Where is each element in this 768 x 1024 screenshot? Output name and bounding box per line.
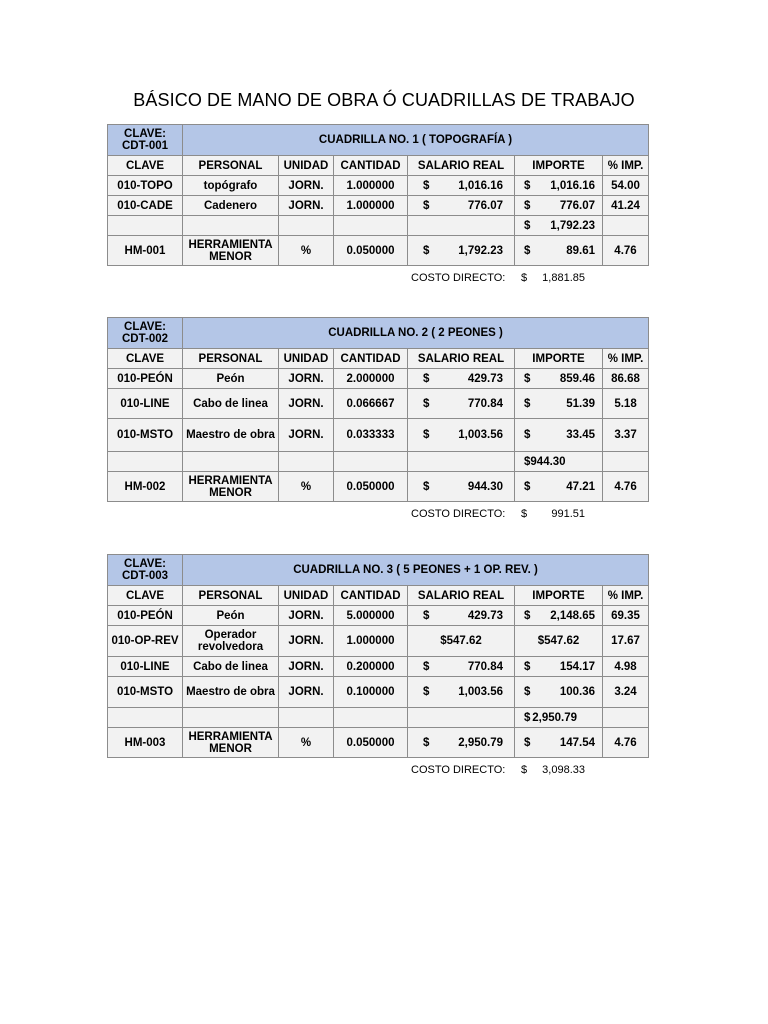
- row-salario: $ 944.30: [408, 472, 515, 502]
- row-importe: $ 51.39: [515, 389, 603, 419]
- row-pct: 17.67: [603, 626, 649, 657]
- table-header-row: [108, 125, 649, 156]
- table-row: [108, 677, 649, 708]
- row-importe: $ 47.21: [515, 472, 603, 502]
- row-clave: 010-PEÓN: [108, 369, 183, 389]
- col-clave: CLAVE: [108, 586, 183, 606]
- row-pct: 54.00: [603, 176, 649, 196]
- row-importe: $ 776.07: [515, 196, 603, 216]
- row-salario: $ 770.84: [408, 657, 515, 677]
- col-clave: CLAVE: [108, 349, 183, 369]
- row-personal: Cadenero: [183, 196, 279, 216]
- column-header-row: [108, 349, 649, 369]
- row-personal: HERRAMIENTA MENOR: [183, 728, 279, 758]
- row-cantidad: 0.050000: [334, 728, 408, 758]
- row-unidad: JORN.: [279, 677, 334, 708]
- row-personal: Operador revolvedora: [183, 626, 279, 657]
- costo-directo-value: 991.51: [551, 508, 585, 520]
- col-clave: CLAVE: [108, 156, 183, 176]
- cuadrilla-name: CUADRILLA NO. 2 ( 2 PEONES ): [183, 318, 649, 349]
- col-importe: IMPORTE: [515, 156, 603, 176]
- row-pct: 4.98: [603, 657, 649, 677]
- subtotal-importe: $ 944.30: [515, 452, 603, 472]
- row-salario: $ 1,003.56: [408, 677, 515, 708]
- row-salario: $ 2,950.79: [408, 728, 515, 758]
- row-salario: $ 429.73: [408, 369, 515, 389]
- row-clave: 010-PEÓN: [108, 606, 183, 626]
- col-cantidad: CANTIDAD: [334, 586, 408, 606]
- costo-directo-currency: $: [521, 272, 528, 284]
- row-importe: $ 33.45: [515, 419, 603, 452]
- costo-directo-label: COSTO DIRECTO:: [411, 272, 506, 284]
- row-unidad: JORN.: [279, 369, 334, 389]
- row-cantidad: 0.050000: [334, 236, 408, 266]
- col-importe: IMPORTE: [515, 349, 603, 369]
- row-salario: $ 770.84: [408, 389, 515, 419]
- row-personal: Maestro de obra: [183, 419, 279, 452]
- subtotal-row: [108, 216, 649, 236]
- table-row: [108, 369, 649, 389]
- table-row: [108, 389, 649, 419]
- row-pct: 5.18: [603, 389, 649, 419]
- row-pct: 41.24: [603, 196, 649, 216]
- costo-directo-currency: $: [521, 508, 528, 520]
- row-pct: 69.35: [603, 606, 649, 626]
- table-header-row: [108, 555, 649, 586]
- herramienta-row: [108, 236, 649, 266]
- col-personal: PERSONAL: [183, 156, 279, 176]
- row-pct: 3.24: [603, 677, 649, 708]
- table-row: [108, 419, 649, 452]
- table-row: [108, 606, 649, 626]
- cuadrilla-name: CUADRILLA NO. 3 ( 5 PEONES + 1 OP. REV. ): [183, 555, 649, 586]
- row-clave: HM-002: [108, 472, 183, 502]
- costo-directo-label: COSTO DIRECTO:: [411, 764, 506, 776]
- row-cantidad: 1.000000: [334, 196, 408, 216]
- costo-directo: [107, 758, 648, 778]
- costo-directo-label: COSTO DIRECTO:: [411, 508, 506, 520]
- cuadrilla-2: [107, 317, 648, 522]
- row-clave: 010-MSTO: [108, 677, 183, 708]
- col-unidad: UNIDAD: [279, 156, 334, 176]
- clave-label-cell: CLAVE: CDT-001: [108, 125, 183, 156]
- row-unidad: JORN.: [279, 606, 334, 626]
- row-unidad: JORN.: [279, 626, 334, 657]
- row-personal: Peón: [183, 369, 279, 389]
- row-cantidad: 0.033333: [334, 419, 408, 452]
- row-unidad: JORN.: [279, 196, 334, 216]
- row-personal: Peón: [183, 606, 279, 626]
- col-salario: SALARIO REAL: [408, 586, 515, 606]
- row-clave: 010-MSTO: [108, 419, 183, 452]
- col-unidad: UNIDAD: [279, 349, 334, 369]
- row-clave: 010-CADE: [108, 196, 183, 216]
- row-clave: HM-003: [108, 728, 183, 758]
- costo-directo-value: 1,881.85: [542, 272, 585, 284]
- row-salario: $ 1,016.16: [408, 176, 515, 196]
- row-salario: $ 429.73: [408, 606, 515, 626]
- row-unidad: %: [279, 472, 334, 502]
- row-personal: HERRAMIENTA MENOR: [183, 236, 279, 266]
- table-row: [108, 626, 649, 657]
- col-salario: SALARIO REAL: [408, 349, 515, 369]
- row-importe: $ 859.46: [515, 369, 603, 389]
- row-clave: 010-LINE: [108, 389, 183, 419]
- cuadrilla-name: CUADRILLA NO. 1 ( TOPOGRAFÍA ): [183, 125, 649, 156]
- col-personal: PERSONAL: [183, 586, 279, 606]
- cuadrilla-1-table: [107, 124, 649, 266]
- column-header-row: [108, 586, 649, 606]
- row-importe: $ 89.61: [515, 236, 603, 266]
- row-pct: 4.76: [603, 472, 649, 502]
- column-header-row: [108, 156, 649, 176]
- herramienta-row: [108, 472, 649, 502]
- col-pct: % IMP.: [603, 156, 649, 176]
- row-cantidad: 0.100000: [334, 677, 408, 708]
- table-row: [108, 196, 649, 216]
- costo-directo-currency: $: [521, 764, 528, 776]
- row-personal: Maestro de obra: [183, 677, 279, 708]
- row-unidad: JORN.: [279, 657, 334, 677]
- col-importe: IMPORTE: [515, 586, 603, 606]
- row-salario: $547.62: [408, 626, 515, 657]
- cuadrilla-2-table: [107, 317, 649, 502]
- row-importe: $ 100.36: [515, 677, 603, 708]
- subtotal-importe: $ 2,950.79: [515, 708, 603, 728]
- table-row: [108, 176, 649, 196]
- row-unidad: JORN.: [279, 419, 334, 452]
- subtotal-row: [108, 708, 649, 728]
- row-personal: HERRAMIENTA MENOR: [183, 472, 279, 502]
- row-importe: $ 147.54: [515, 728, 603, 758]
- cuadrilla-1: [107, 124, 648, 286]
- row-importe: $ 1,016.16: [515, 176, 603, 196]
- col-cantidad: CANTIDAD: [334, 156, 408, 176]
- row-pct: 4.76: [603, 728, 649, 758]
- row-importe: $ 2,148.65: [515, 606, 603, 626]
- row-pct: 86.68: [603, 369, 649, 389]
- costo-directo-value: 3,098.33: [542, 764, 585, 776]
- row-cantidad: 1.000000: [334, 626, 408, 657]
- col-salario: SALARIO REAL: [408, 156, 515, 176]
- subtotal-row: [108, 452, 649, 472]
- herramienta-row: [108, 728, 649, 758]
- row-pct: 4.76: [603, 236, 649, 266]
- row-unidad: JORN.: [279, 176, 334, 196]
- subtotal-importe: $ 1,792.23: [515, 216, 603, 236]
- row-clave: HM-001: [108, 236, 183, 266]
- row-clave: 010-OP-REV: [108, 626, 183, 657]
- col-pct: % IMP.: [603, 349, 649, 369]
- costo-directo: [107, 502, 648, 522]
- row-salario: $ 1,792.23: [408, 236, 515, 266]
- row-salario: $ 776.07: [408, 196, 515, 216]
- table-row: [108, 657, 649, 677]
- costo-directo: [107, 266, 648, 286]
- col-cantidad: CANTIDAD: [334, 349, 408, 369]
- row-cantidad: 1.000000: [334, 176, 408, 196]
- row-clave: 010-LINE: [108, 657, 183, 677]
- row-importe: $547.62: [515, 626, 603, 657]
- row-cantidad: 0.050000: [334, 472, 408, 502]
- row-clave: 010-TOPO: [108, 176, 183, 196]
- row-unidad: JORN.: [279, 389, 334, 419]
- cuadrilla-3: [107, 554, 648, 778]
- row-personal: Cabo de linea: [183, 657, 279, 677]
- row-pct: 3.37: [603, 419, 649, 452]
- cuadrilla-3-table: [107, 554, 649, 758]
- col-unidad: UNIDAD: [279, 586, 334, 606]
- row-cantidad: 5.000000: [334, 606, 408, 626]
- col-personal: PERSONAL: [183, 349, 279, 369]
- row-unidad: %: [279, 728, 334, 758]
- col-pct: % IMP.: [603, 586, 649, 606]
- row-unidad: %: [279, 236, 334, 266]
- row-salario: $ 1,003.56: [408, 419, 515, 452]
- row-importe: $ 154.17: [515, 657, 603, 677]
- clave-label-cell: CLAVE: CDT-003: [108, 555, 183, 586]
- row-cantidad: 2.000000: [334, 369, 408, 389]
- table-header-row: [108, 318, 649, 349]
- page-title: BÁSICO DE MANO DE OBRA Ó CUADRILLAS DE TRABAJO: [133, 90, 635, 110]
- row-cantidad: 0.066667: [334, 389, 408, 419]
- row-personal: Cabo de linea: [183, 389, 279, 419]
- row-cantidad: 0.200000: [334, 657, 408, 677]
- row-personal: topógrafo: [183, 176, 279, 196]
- clave-label-cell: CLAVE: CDT-002: [108, 318, 183, 349]
